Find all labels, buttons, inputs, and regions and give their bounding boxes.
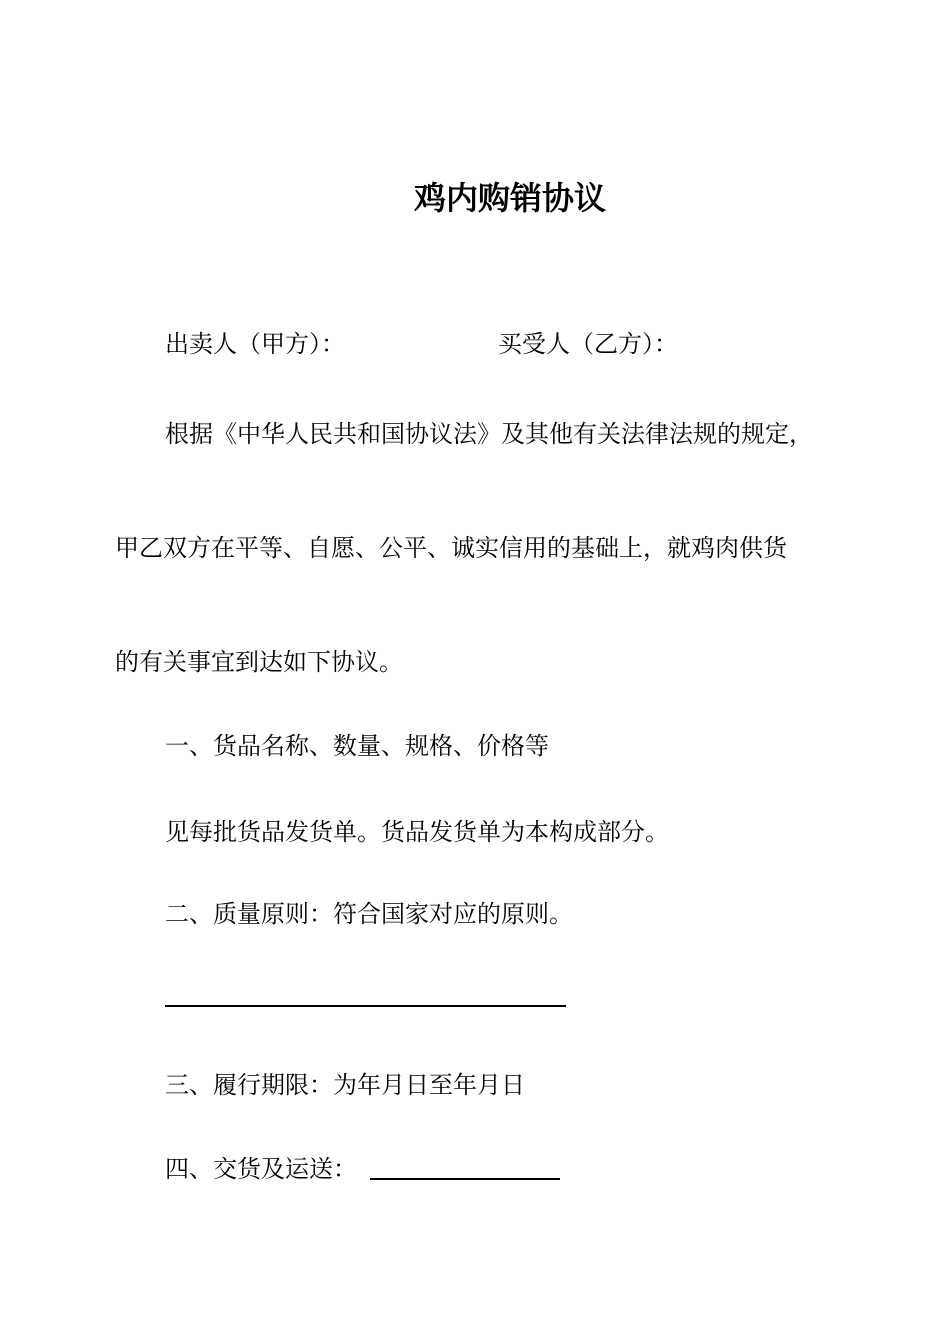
preamble-line-2: 甲乙双方在平等、自愿、公平、诚实信用的基础上，就鸡肉供货 xyxy=(115,534,787,562)
seller-label: 出卖人（甲方）： xyxy=(165,330,345,358)
section-3-heading: 三、履行期限：为年月日至年月日 xyxy=(165,1071,525,1099)
preamble-line-3: 的有关事宜到达如下协议。 xyxy=(115,648,403,676)
buyer-label: 买受人（乙方）： xyxy=(498,330,678,358)
blank-underline xyxy=(165,1005,566,1007)
section-2-heading: 二、质量原则：符合国家对应的原则。 xyxy=(165,900,573,928)
document-title: 鸡内购销协议 xyxy=(413,179,606,217)
section-1-body: 见每批货品发货单。货品发货单为本构成部分。 xyxy=(165,818,669,846)
section-1-heading: 一、货品名称、数量、规格、价格等 xyxy=(165,732,549,760)
delivery-blank-underline xyxy=(370,1178,560,1180)
preamble-line-1: 根据《中华人民共和国协议法》及其他有关法律法规的规定， xyxy=(165,420,813,448)
section-4-heading: 四、交货及运送： xyxy=(165,1155,357,1183)
